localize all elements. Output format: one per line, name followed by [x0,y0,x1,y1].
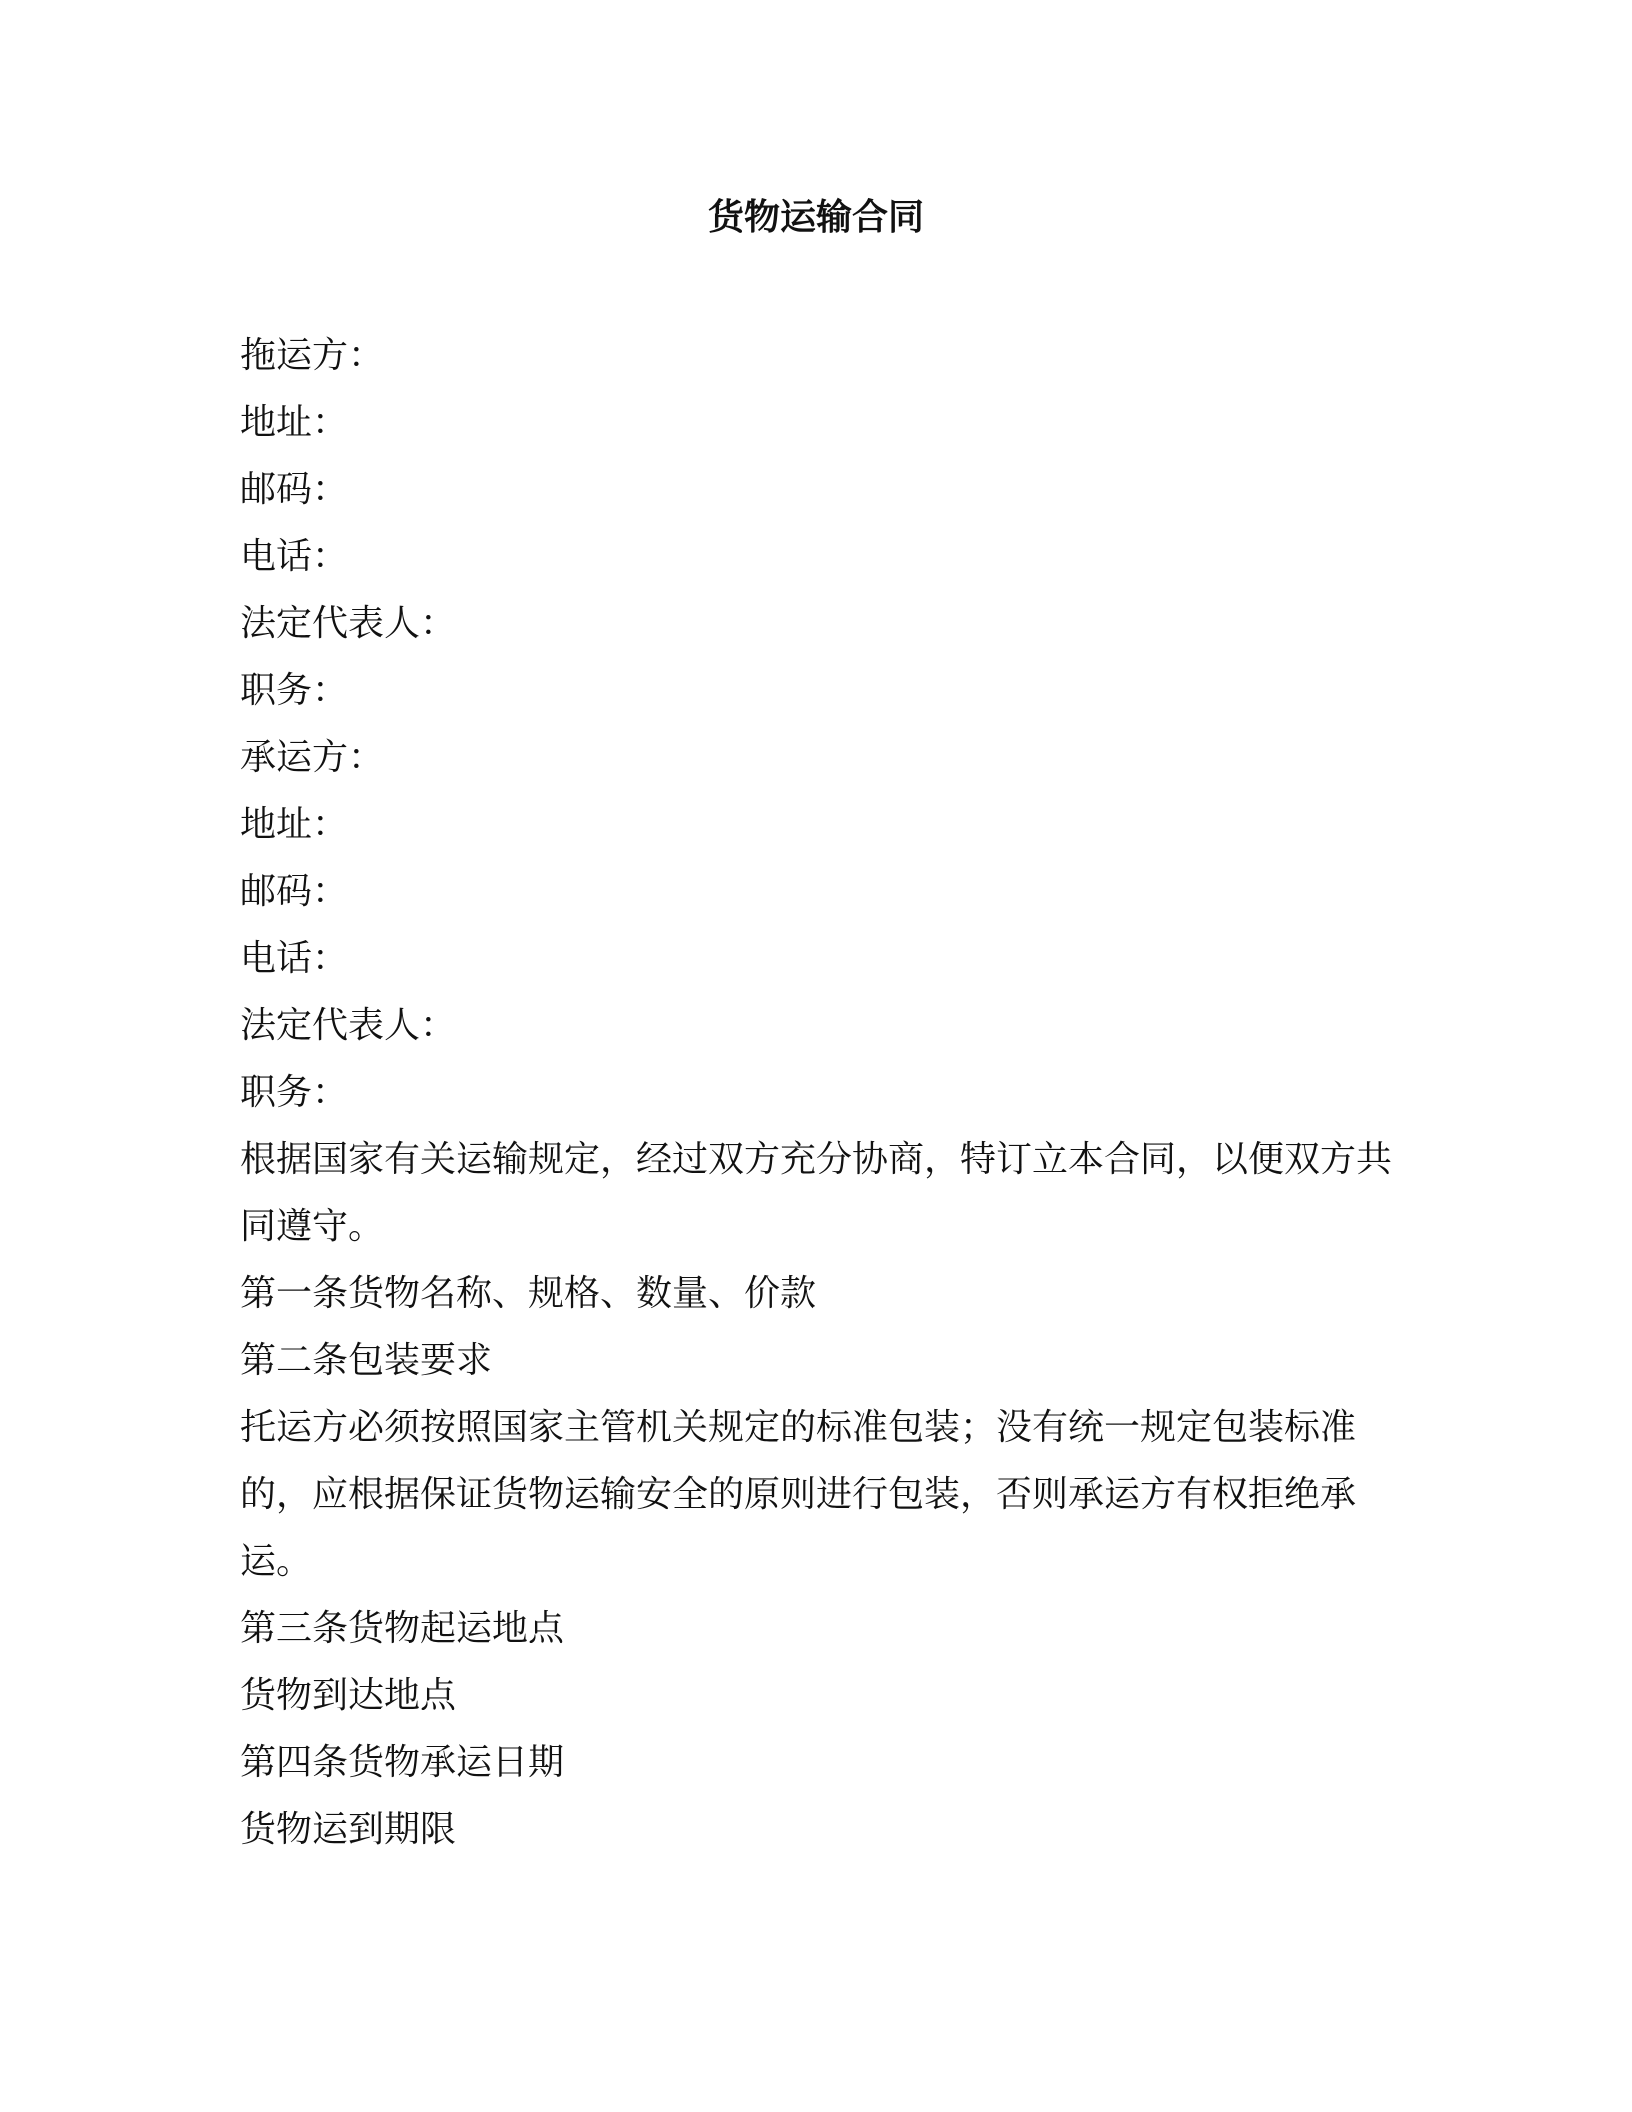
document-body [240,322,1400,1863]
document-title: 货物运输合同 [707,197,924,238]
carrier-postcode-label: 邮码： [240,871,349,912]
shipper-postcode-label: 邮码： [240,469,349,510]
carrier-position-label: 职务： [240,1072,349,1113]
preamble-paragraph: 根据国家有关运输规定，经过双方充分协商，特订立本合同，以便双方共同遵守。 [240,1139,1393,1247]
article-1-heading: 第一条货物名称、规格、数量、价款 [240,1273,817,1314]
article-3-destination: 货物到达地点 [240,1675,457,1716]
article-4-heading: 第四条货物承运日期 [240,1742,565,1783]
carrier-phone-label: 电话： [240,938,349,979]
article-4-term: 货物运到期限 [240,1809,457,1850]
shipper-legal-rep-label: 法定代表人： [240,603,457,644]
shipper-address-label: 地址： [240,402,349,443]
shipper-position-label: 职务： [240,670,349,711]
shipper-phone-label: 电话： [240,536,349,577]
carrier-party-label: 承运方： [240,737,385,778]
article-2-heading: 第二条包装要求 [240,1340,493,1381]
carrier-address-label: 地址： [240,804,349,845]
article-2-paragraph: 托运方必须按照国家主管机关规定的标准包装；没有统一规定包装标准的，应根据保证货物运输安全的原则进行包装，否则承运方有权拒绝承运。 [240,1407,1357,1582]
article-3-heading: 第三条货物起运地点 [240,1608,565,1649]
shipper-party-label: 拖运方： [240,335,385,376]
carrier-legal-rep-label: 法定代表人： [240,1005,457,1046]
